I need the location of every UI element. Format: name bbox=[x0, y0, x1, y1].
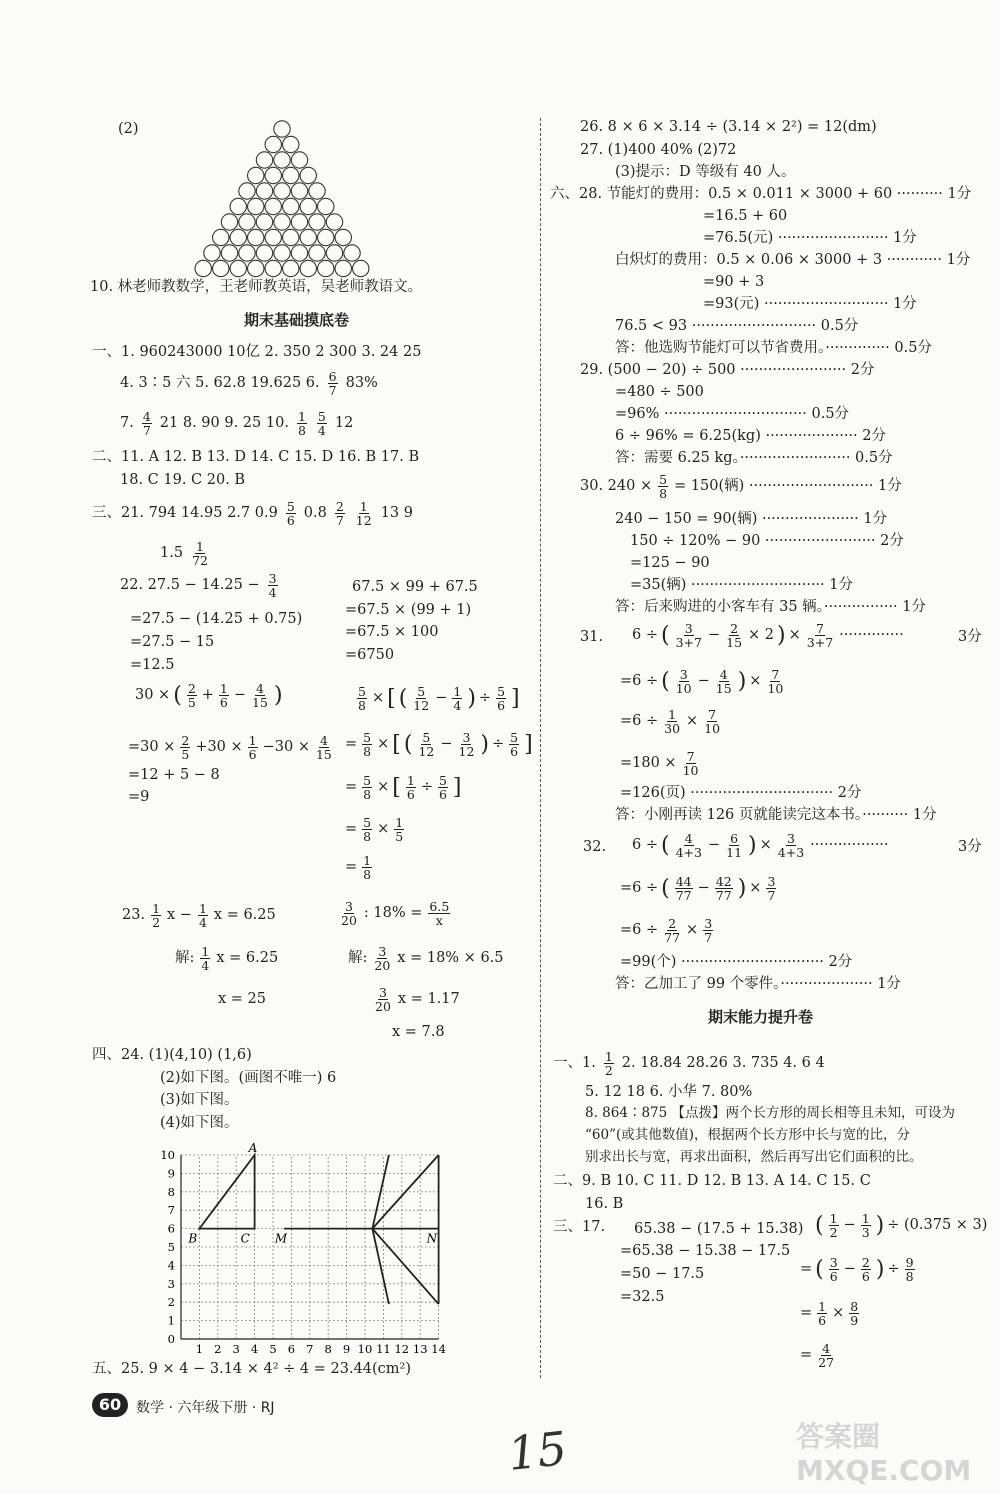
q22-d-step2: = $\frac{5}{8}$ × [ $\frac{1}{6}$ ÷ $\frac{5}{6}$ ] bbox=[345, 773, 462, 803]
q22-a-line1: =27.5 − (14.25 + 0.75) bbox=[130, 611, 303, 627]
pyramid-circle bbox=[274, 121, 290, 137]
q31-label: 31. bbox=[580, 629, 604, 645]
pyramid-circle bbox=[221, 214, 237, 230]
x-tick-label: 10 bbox=[357, 1342, 373, 1356]
p3-b-expr: ( $\frac{1}{2}$ − $\frac{1}{3}$ ) ÷ (0.375 × 3) bbox=[815, 1211, 988, 1241]
pyramid-circle bbox=[274, 214, 290, 230]
pyramid-circle bbox=[274, 245, 290, 261]
q24-line-d: (4)如下图。 bbox=[160, 1115, 239, 1131]
page-number-badge: 60 bbox=[92, 1393, 128, 1417]
pyramid-circle bbox=[248, 167, 264, 183]
q31-step3: =180 × $\frac{7}{10}$ bbox=[620, 749, 699, 779]
pyramid-circle bbox=[335, 229, 351, 245]
q29-line-c: =96% ······························· 0.5分 bbox=[615, 406, 850, 422]
q28-line-a: 六、28. 节能灯的费用：0.5 × 0.011 × 3000 + 60 ·········· 1分 bbox=[550, 186, 972, 202]
p3-b-step2: = $\frac{1}{6}$ × $\frac{8}{9}$ bbox=[800, 1299, 859, 1329]
q1-line-a: 一、1. 960243000 10亿 2. 350 2 300 3. 24 25 bbox=[92, 344, 422, 360]
pyramid-circle bbox=[309, 214, 325, 230]
q23-b-expr: $\frac{3}{20}$ : 18% = $\frac{6.5}{x}$ bbox=[341, 899, 450, 929]
q10-line: 10. 林老师教数学，王老师教英语，吴老师教语文。 bbox=[90, 279, 423, 295]
pyramid-circle bbox=[195, 260, 211, 276]
q1-c-frac3: $\frac{5}{4}$ bbox=[317, 409, 326, 439]
q22-c-expr: 30 × ( $\frac{2}{5}$ + $\frac{1}{6}$ − $\frac{4}{15}$ ) bbox=[135, 681, 283, 711]
q1-c-mid: 21 8. 90 9. 25 10. bbox=[159, 415, 289, 432]
q32-label: 32. bbox=[583, 839, 607, 855]
q32-score1: 3分 bbox=[958, 839, 982, 855]
pyramid-circle bbox=[283, 136, 299, 152]
q29-line-a: 29. (500 − 20) ÷ 500 ······················· 2分 bbox=[580, 362, 875, 378]
q22-a-line2: =27.5 − 15 bbox=[130, 634, 215, 650]
point-label-a: A bbox=[248, 1141, 258, 1155]
q31-expr: 6 ÷ ( $\frac{3}{3+7}$ − $\frac{2}{15}$ × 2 ) × $\frac{7}{3+7}$ ·············· bbox=[632, 621, 904, 651]
p2-line-b: 16. B bbox=[585, 1196, 624, 1212]
pyramid-circle bbox=[221, 245, 237, 261]
pyramid-circle bbox=[256, 214, 272, 230]
q22-b-line4: =6750 bbox=[345, 647, 395, 663]
y-tick-label: 8 bbox=[167, 1184, 175, 1199]
q23-b-answer: x = 7.8 bbox=[392, 1024, 445, 1040]
pyramid-circle bbox=[300, 167, 316, 183]
pyramid-circle bbox=[283, 229, 299, 245]
pyramid-circle bbox=[300, 229, 316, 245]
x-tick-label: 5 bbox=[269, 1342, 277, 1356]
q3-a-mid: 0.8 bbox=[303, 505, 327, 522]
q28-line-h: 答：他选购节能灯可以节省费用。·············· 0.5分 bbox=[615, 340, 932, 356]
point-label-m: M bbox=[274, 1231, 288, 1246]
pyramid-circle bbox=[230, 260, 246, 276]
pyramid-circle bbox=[265, 198, 281, 214]
q30-line-c: 150 ÷ 120% − 90 ························ 2分 bbox=[630, 533, 904, 549]
x-tick-label: 8 bbox=[324, 1342, 332, 1356]
q22-b-line2: =67.5 × (99 + 1) bbox=[345, 602, 472, 618]
watermark-logo: 答案圈 MXQE.COM bbox=[796, 1420, 972, 1487]
pyramid-circle bbox=[239, 214, 255, 230]
q30-line-e: =35(辆) ····························· 1分 bbox=[630, 577, 854, 593]
q22-a-frac: $\frac{3}{4}$ bbox=[268, 571, 277, 601]
y-tick-label: 1 bbox=[167, 1313, 175, 1328]
pyramid-circle bbox=[248, 229, 264, 245]
q28-line-f: =93(元) ··························· 1分 bbox=[703, 296, 917, 312]
pyramid-circle bbox=[291, 152, 307, 168]
q28-line-d: 白炽灯的费用：0.5 × 0.06 × 3000 + 3 ············ 1分 bbox=[615, 252, 971, 268]
pyramid-circle bbox=[213, 229, 229, 245]
point-label-c: C bbox=[240, 1231, 250, 1246]
point-label-b: B bbox=[188, 1231, 198, 1246]
x-tick-label: 4 bbox=[250, 1342, 259, 1356]
pyramid-circle bbox=[256, 183, 272, 199]
helper-none bbox=[389, 1155, 439, 1304]
q2-line-a: 二、11. A 12. B 13. D 14. C 15. D 16. B 17. B bbox=[92, 449, 420, 465]
q28-line-c: =76.5(元) ························ 1分 bbox=[703, 230, 917, 246]
p3-a-line1: 65.38 − (17.5 + 15.38) bbox=[634, 1221, 804, 1237]
coordinate-grid bbox=[150, 1138, 450, 1360]
q27-line-b: (3)提示：D 等级有 40 人。 bbox=[615, 164, 796, 180]
q1-line-b bbox=[120, 370, 378, 397]
pyramid-circle bbox=[204, 245, 220, 261]
q22-b-line3: =67.5 × 100 bbox=[345, 624, 439, 640]
q27-line-a: 27. (1)400 40% (2)72 bbox=[580, 142, 737, 158]
q3-a-frac1: $\frac{5}{6}$ bbox=[286, 499, 295, 529]
p3-a-line3: =50 − 17.5 bbox=[620, 1266, 705, 1282]
x-tick-label: 6 bbox=[287, 1342, 296, 1356]
y-tick-label: 5 bbox=[167, 1240, 175, 1254]
x-tick-label: 7 bbox=[306, 1342, 314, 1356]
y-tick-label: 0 bbox=[167, 1332, 175, 1346]
q22-d-step4: = $\frac{1}{8}$ bbox=[345, 853, 372, 883]
pyramid-circle bbox=[326, 245, 342, 261]
pyramid-circle bbox=[300, 198, 316, 214]
q3-a-post: 13 9 bbox=[380, 505, 413, 522]
q29-line-e: 答：需要 6.25 kg。························ 0.5分 bbox=[615, 450, 893, 466]
p1-line-d: “60”(或其他数值)，根据两个长方形中长与宽的比，分 bbox=[585, 1127, 911, 1143]
section-title-advanced: 期末能力提升卷 bbox=[708, 1008, 814, 1026]
p3-a-line2: =65.38 − 15.38 − 17.5 bbox=[620, 1243, 791, 1259]
section-title-basic: 期末基础摸底卷 bbox=[244, 311, 350, 329]
q1-line-c bbox=[120, 410, 353, 437]
x-tick-label: 12 bbox=[394, 1342, 410, 1356]
q23-a-answer: x = 25 bbox=[218, 991, 266, 1007]
q30-line-d: =125 − 90 bbox=[630, 555, 710, 571]
q22-c-step1: =30 × $\frac{2}{5}$ +30 × $\frac{1}{6}$ −30 × $\frac{4}{15}$ bbox=[128, 733, 332, 763]
pyramid-circle bbox=[265, 229, 281, 245]
y-tick-label: 10 bbox=[160, 1148, 175, 1162]
q1-b-pre: 4. 3∶5 六 5. 62.8 19.625 6. bbox=[120, 375, 320, 392]
p3-label: 三、17. bbox=[553, 1219, 606, 1235]
q3-a-frac3: $\frac{1}{12}$ bbox=[355, 499, 372, 529]
y-tick-label: 2 bbox=[167, 1295, 175, 1310]
pyramid-circle bbox=[239, 245, 255, 261]
q23-a-solve: 解: $\frac{1}{4}$ x = 6.25 bbox=[175, 944, 279, 974]
q31-score1: 3分 bbox=[958, 629, 982, 645]
q1-b-post: 83% bbox=[345, 375, 378, 392]
q22-a-line3: =12.5 bbox=[130, 657, 175, 673]
y-tick-label: 9 bbox=[167, 1166, 175, 1181]
pyramid-circle bbox=[265, 136, 281, 152]
q3-a-frac2: $\frac{2}{7}$ bbox=[335, 499, 344, 529]
q3-line-b bbox=[160, 540, 211, 567]
pyramid-circle bbox=[256, 245, 272, 261]
pyramid-circle bbox=[230, 198, 246, 214]
q28-line-g: 76.5 < 93 ··························· 0.5分 bbox=[615, 318, 859, 334]
q22-c-step3: =9 bbox=[128, 789, 150, 805]
q24-line-b: (2)如下图。(画图不唯一) 6 bbox=[160, 1070, 337, 1086]
q22-d-step1: = $\frac{5}{8}$ × [ ( $\frac{5}{12}$ − $\frac{3}{12}$ ) ÷ $\frac{5}{6}$ ] bbox=[345, 730, 533, 760]
pyramid-circle bbox=[291, 245, 307, 261]
pyramid-circle bbox=[256, 152, 272, 168]
x-tick-label: 13 bbox=[412, 1342, 428, 1356]
pyramid-circle bbox=[248, 260, 264, 276]
q28-line-e: =90 + 3 bbox=[703, 274, 765, 290]
p3-b-step3: = $\frac{4}{27}$ bbox=[800, 1341, 835, 1371]
p1-line-c: 8. 864∶875 【点拨】两个长方形的周长相等且未知，可设为 bbox=[585, 1105, 955, 1121]
q24-line-a: 四、24. (1)(4,10) (1,6) bbox=[92, 1047, 252, 1063]
x-tick-label: 1 bbox=[195, 1342, 204, 1356]
pyramid-circle bbox=[291, 183, 307, 199]
rotated-triangle-left bbox=[372, 1155, 389, 1304]
p1-line-e: 别求出长与宽，再求出面积，然后再写出它们面积的比。 bbox=[585, 1149, 923, 1165]
footer-text: 数学 · 六年级下册 · RJ bbox=[136, 1400, 275, 1416]
q3-b-pre: 1.5 bbox=[160, 545, 184, 562]
q26-line: 26. 8 × 6 × 3.14 ÷ (3.14 × 2²) = 12(dm) bbox=[580, 119, 877, 135]
p2-line-a: 二、9. B 10. C 11. D 12. B 13. A 14. C 15. C bbox=[553, 1173, 871, 1189]
q1-c-pre: 7. bbox=[120, 415, 134, 432]
pyramid-circle bbox=[248, 198, 264, 214]
pyramid-circle bbox=[300, 260, 316, 276]
q31-step4: =126(页) ······························· 2分 bbox=[620, 785, 862, 801]
q32-expr: 6 ÷ ( $\frac{4}{4+3}$ − $\frac{6}{11}$ ) × $\frac{3}{4+3}$ ················· bbox=[632, 831, 889, 861]
q29-line-d: 6 ÷ 96% = 6.25(kg) ···················· 2分 bbox=[615, 428, 886, 444]
y-tick-label: 4 bbox=[167, 1258, 175, 1273]
q30-line-b: 240 − 150 = 90(辆) ····················· 1分 bbox=[615, 511, 888, 527]
q22-c-head: 30 × bbox=[135, 687, 171, 704]
handwritten-number: 15 bbox=[505, 1421, 570, 1481]
y-tick-label: 7 bbox=[167, 1203, 175, 1218]
column-divider bbox=[540, 118, 541, 1378]
pyramid-circle bbox=[230, 229, 246, 245]
q22-c-step2: =12 + 5 − 8 bbox=[128, 767, 220, 783]
x-tick-label: 3 bbox=[232, 1342, 240, 1356]
x-tick-label: 11 bbox=[376, 1342, 391, 1356]
q22-d-expr: $\frac{5}{8}$ × [ ( $\frac{5}{12}$ − $\frac{1}{4}$ ) ÷ $\frac{5}{6}$ ] bbox=[358, 684, 520, 714]
pyramid-circle bbox=[239, 183, 255, 199]
pyramid-circle bbox=[265, 260, 281, 276]
q23-a-expr: 23. $\frac{1}{2}$ x − $\frac{1}{4}$ x = 6.25 bbox=[122, 901, 276, 931]
p1-line-a: 一、1. $\frac{1}{2}$ 2. 18.84 28.26 3. 735 4. 6 4 bbox=[553, 1049, 825, 1079]
p3-b-step1: = ( $\frac{3}{6}$ − $\frac{2}{6}$ ) ÷ $\frac{9}{8}$ bbox=[800, 1255, 914, 1285]
x-tick-label: 14 bbox=[431, 1342, 446, 1356]
pyramid-circle bbox=[318, 229, 334, 245]
pyramid-circle bbox=[353, 260, 369, 276]
pyramid-label: (2) bbox=[118, 121, 139, 137]
q1-b-frac: $\frac{6}{7}$ bbox=[328, 369, 337, 399]
q32-step2: =6 ÷ $\frac{2}{77}$ × $\frac{3}{7}$ bbox=[620, 916, 713, 946]
q30-line-a: 30. 240 × $\frac{5}{8}$ = 150(辆) ··························· 1分 bbox=[580, 472, 902, 502]
q23-b-step1: 解: $\frac{3}{20}$ x = 18% × 6.5 bbox=[348, 944, 504, 974]
q22-a-pre: 22. 27.5 − 14.25 − bbox=[120, 577, 260, 594]
pyramid-circle bbox=[213, 260, 229, 276]
pyramid-circle bbox=[283, 260, 299, 276]
x-tick-label: 9 bbox=[342, 1342, 351, 1356]
q23-b-step2: $\frac{3}{20}$ x = 1.17 bbox=[375, 985, 460, 1015]
pyramid-circle bbox=[309, 183, 325, 199]
q1-c-frac2: $\frac{1}{8}$ bbox=[297, 409, 306, 439]
q32-answer: 答：乙加工了 99 个零件。···················· 1分 bbox=[615, 976, 901, 992]
q32-step1: =6 ÷ ( $\frac{44}{77}$ − $\frac{42}{77}$ ) × $\frac{3}{7}$ bbox=[620, 874, 776, 904]
circle-pyramid bbox=[130, 118, 440, 278]
q24-line-c: (3)如下图。 bbox=[160, 1092, 239, 1108]
q25-line: 五、25. 9 × 4 − 3.14 × 4² ÷ 4 = 23.44(cm²) bbox=[92, 1361, 412, 1377]
pyramid-circle bbox=[318, 198, 334, 214]
q3-line-a bbox=[92, 500, 413, 527]
q22-d-step3: = $\frac{5}{8}$ × $\frac{1}{5}$ bbox=[345, 815, 404, 845]
pyramid-circle bbox=[265, 167, 281, 183]
pyramid-circle bbox=[335, 260, 351, 276]
pyramid-circle bbox=[274, 183, 290, 199]
p1-line-b: 5. 12 18 6. 小华 7. 80% bbox=[585, 1084, 753, 1100]
q28-line-b: =16.5 + 60 bbox=[703, 208, 788, 224]
pyramid-circle bbox=[309, 245, 325, 261]
y-tick-label: 3 bbox=[167, 1276, 175, 1291]
p3-a-line4: =32.5 bbox=[620, 1289, 665, 1305]
q31-step2: =6 ÷ $\frac{1}{30}$ × $\frac{7}{10}$ bbox=[620, 707, 721, 737]
q3-a-pre: 三、21. 794 14.95 2.7 0.9 bbox=[92, 505, 278, 522]
pyramid-circle bbox=[326, 214, 342, 230]
q31-answer: 答：小刚再读 126 页就能读完这本书。·········· 1分 bbox=[615, 807, 937, 823]
q22-b-line1: 67.5 × 99 + 67.5 bbox=[352, 579, 478, 595]
pyramid-circle bbox=[283, 167, 299, 183]
x-tick-label: 2 bbox=[214, 1342, 222, 1356]
q3-b-frac: $\frac{1}{72}$ bbox=[192, 539, 208, 569]
pyramid-circle bbox=[318, 260, 334, 276]
y-tick-label: 6 bbox=[167, 1221, 175, 1236]
q1-c-frac1: $\frac{4}{7}$ bbox=[142, 409, 151, 439]
pyramid-circle bbox=[291, 214, 307, 230]
q29-line-b: =480 ÷ 500 bbox=[615, 384, 704, 400]
pyramid-circle bbox=[344, 245, 360, 261]
q31-step1: =6 ÷ ( $\frac{3}{10}$ − $\frac{4}{15}$ ) × $\frac{7}{10}$ bbox=[620, 667, 784, 697]
point-label-n: N bbox=[426, 1231, 438, 1246]
q1-c-post: 12 bbox=[334, 415, 354, 432]
q30-line-f: 答：后来购进的小客车有 35 辆。················ 1分 bbox=[615, 599, 926, 615]
q2-line-b: 18. C 19. C 20. B bbox=[120, 472, 246, 488]
pyramid-circle bbox=[274, 152, 290, 168]
pyramid-circle bbox=[283, 198, 299, 214]
q32-step3: =99(个) ······························· 2分 bbox=[620, 954, 853, 970]
q22-a-head bbox=[120, 572, 280, 599]
